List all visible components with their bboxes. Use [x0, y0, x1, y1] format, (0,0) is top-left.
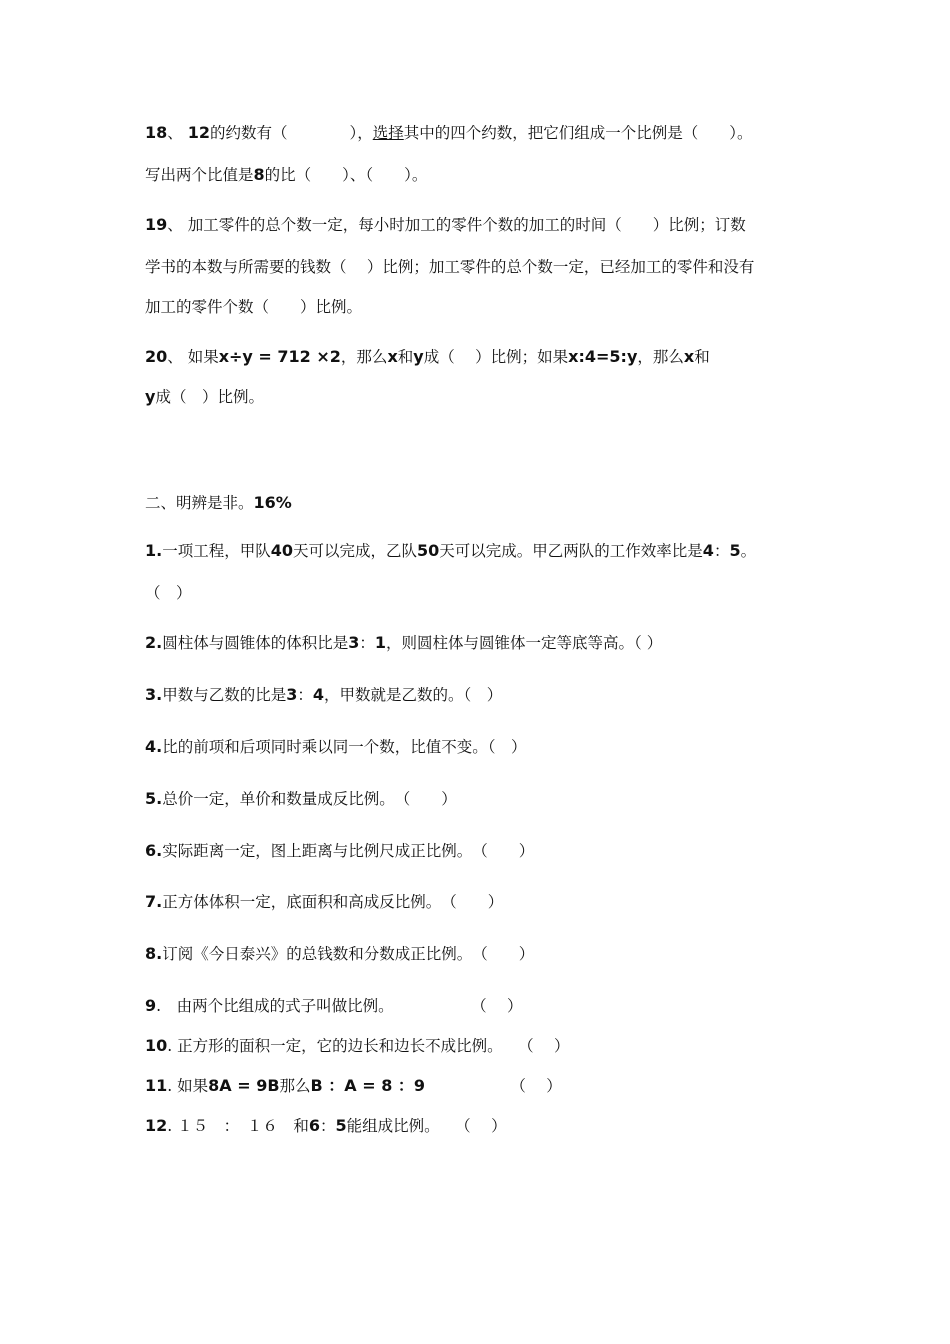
question-20-line-1: 20、 如果x÷y = 712 ×2，那么x和y成（ ）比例；如果x:4=5:y，那么x和: [145, 347, 710, 366]
item-11: 11. 如果8A = 9B那么B ：A = 8 ：9 （ ）: [145, 1076, 562, 1095]
question-18-line-2: 写出两个比值是8的比（ ）、（ ）。: [145, 165, 428, 184]
answer-brackets: （ ）: [145, 584, 192, 602]
item-1-answer: [145, 582, 810, 604]
item-5: 5.总价一定，单价和数量成反比例。 （ ）: [145, 789, 457, 808]
item-1: 1.一项工程，甲队40天可以完成，乙队50天可以完成。甲乙两队的工作效率比是4：5。: [145, 541, 757, 560]
question-number: 19: [145, 215, 168, 234]
question-20-line-2: y成（ ）比例。: [145, 387, 264, 406]
section-heading: 二、明辨是非。16%: [145, 493, 292, 512]
question-number: 20: [145, 347, 168, 366]
item-8: 8.订阅《今日泰兴》的总钱数和分数成正比例。 （ ）: [145, 944, 535, 963]
item-2: 2.圆柱体与圆锥体的体积比是3：1，则圆柱体与圆锥体一定等底等高。（ ）: [145, 633, 663, 652]
item-7: 7.正方体体积一定，底面积和高成反比例。 （ ）: [145, 892, 504, 911]
question-19-line-3: 加工的零件个数（ ）比例。: [145, 298, 363, 316]
question-18-line-1: 18、 12的约数有（ ），选择其中的四个约数，把它们组成一个比例是（ ）。: [145, 123, 753, 142]
item-9: 9. 由两个比组成的式子叫做比例。 （ ）: [145, 996, 523, 1015]
item-12: 12. １５ ： １６ 和6：5能组成比例。 （ ）: [145, 1116, 507, 1135]
item-6: 6.实际距离一定，图上距离与比例尺成正比例。 （ ）: [145, 841, 535, 860]
select-link[interactable]: 选择: [372, 124, 404, 142]
item-3: 3.甲数与乙数的比是3：4，甲数就是乙数的。（ ）: [145, 685, 503, 704]
question-19-line-1: 19、 加工零件的总个数一定，每小时加工的零件个数的加工的时间（ ）比例；订数: [145, 215, 746, 234]
item-4: 4.比的前项和后项同时乘以同一个数，比值不变。（ ）: [145, 737, 527, 756]
question-19-line-2: 学书的本数与所需要的钱数（ ）比例；加工零件的总个数一定，已经加工的零件和没有: [145, 258, 755, 276]
item-10: 10. 正方形的面积一定，它的边长和边长不成比例。 （ ）: [145, 1036, 570, 1055]
question-number: 18: [145, 123, 168, 142]
